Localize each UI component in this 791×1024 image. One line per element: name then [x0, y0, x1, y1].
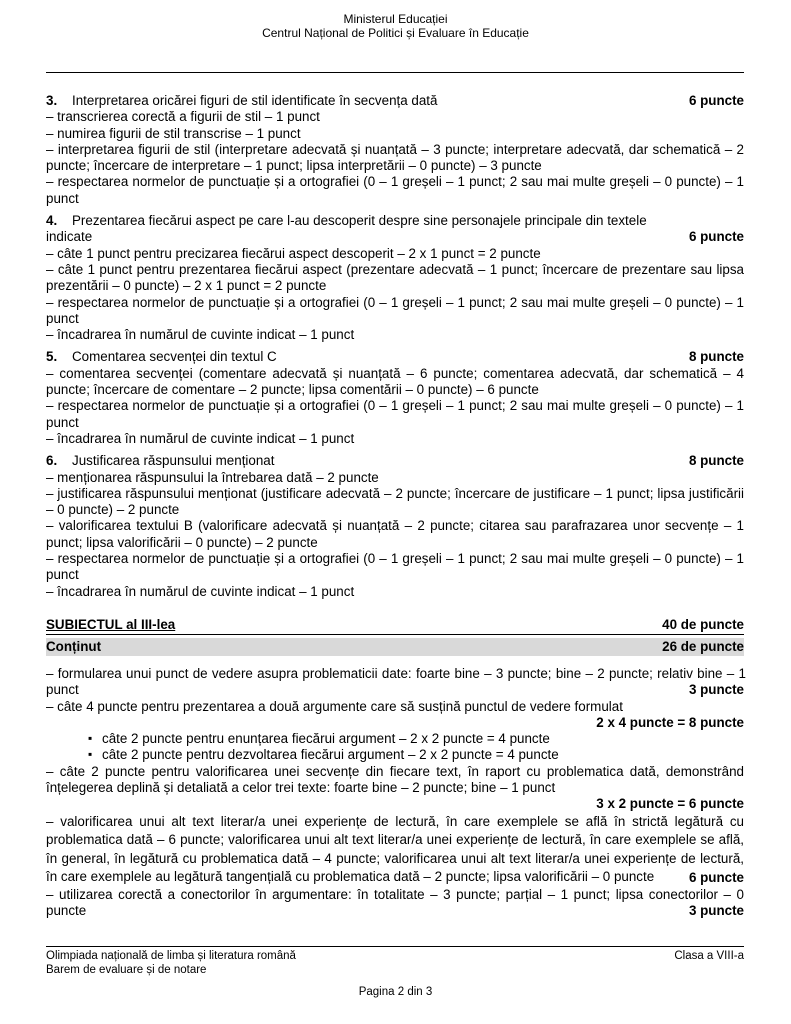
criterion-line: – respectarea normelor de punctuație și a ortografiei (0 – 1 greșeli – 1 punct; 2 sau mai multe greșeli – 0 puncte) – 1 punct — [46, 398, 744, 430]
content-points: 26 de puncte — [662, 638, 744, 654]
content-header — [46, 638, 744, 656]
subject-title: SUBIECTUL al III-lea — [46, 616, 176, 632]
footer-class: Clasa a VIII-a — [674, 950, 744, 962]
item-points: 8 puncte — [688, 453, 744, 469]
item-title: Prezentarea fiecărui aspect pe care l-au descoperit despre sine personajele principale din textele — [72, 213, 647, 229]
subject-3-header — [46, 616, 744, 635]
item-points: 6 puncte — [688, 229, 744, 245]
item-4 — [46, 213, 744, 343]
criterion-line: – formularea unui punct de vedere asupra problematicii date: foarte bine – 3 puncte; bine – 2 puncte; relativ bine – 1 punct — [46, 665, 746, 698]
criterion-line: – comentarea secvenței (comentare adecvată și nuanțată – 6 puncte; comentarea adecvată, dar schematică – 4 puncte; încercare de comentare – 2 puncte; lipsa comentării – 0 puncte) – 6 puncte — [46, 365, 744, 398]
item-number: 4. — [46, 213, 58, 229]
criterion-line: – câte 1 punct pentru precizarea fiecărui aspect descoperit – 2 x 1 punct = 2 puncte — [46, 245, 541, 261]
page-number: Pagina 2 din 3 — [358, 986, 433, 998]
criterion-line: – utilizarea corectă a conectorilor în argumentare: în totalitate – 3 puncte; parțial – 1 punct; lipsa conectorilor – 0 puncte — [46, 886, 744, 918]
criterion-line: – respectarea normelor de punctuație și a ortografiei (0 – 1 greșeli – 1 punct; 2 sau mai multe greșeli – 0 puncte) – 1 punct — [46, 174, 744, 206]
header-ministry: Ministerul Educației — [343, 12, 448, 26]
item-number: 5. — [46, 349, 58, 365]
criterion-line: – încadrarea în numărul de cuvinte indicat – 1 punct — [46, 583, 355, 599]
item-5 — [46, 349, 744, 447]
criterion-line: – câte 1 punct pentru prezentarea fiecărui aspect (prezentare adecvată – 1 punct; încercare de prezentare sau lipsa prezentării – 0 puncte) – 2 x 1 punct = 2 puncte — [46, 261, 744, 294]
item-title: Justificarea răspunsului menționat — [72, 453, 275, 469]
item-6 — [46, 453, 744, 600]
header-divider — [46, 72, 744, 73]
criterion-line: – numirea figurii de stil transcrise – 1 punct — [46, 125, 301, 141]
criterion-points: 3 x 2 puncte = 6 puncte — [596, 796, 744, 812]
item-title-cont: indicate — [46, 229, 93, 245]
item-points: 8 puncte — [688, 349, 744, 365]
page-footer — [46, 949, 744, 977]
criterion-line: – respectarea normelor de punctuație și a ortografiei (0 – 1 greșeli – 1 punct; 2 sau mai multe greșeli – 0 puncte) – 1 punct — [46, 294, 744, 326]
content-label: Conținut — [46, 638, 102, 654]
criterion-points: 2 x 4 puncte = 8 puncte — [596, 714, 744, 730]
sub-criterion: ▪ câte 2 puncte pentru dezvoltarea fiecărui argument – 2 x 2 puncte = 4 puncte — [46, 747, 744, 763]
criterion-line: – valorificarea textului B (valorificare adecvată și nuanțată – 2 puncte; citarea sau parafrazarea unor secvențe – 1 punct; lipsa valorificării – 0 puncte) – 2 puncte — [46, 518, 744, 550]
item-title: Interpretarea oricărei figuri de stil identificate în secvența dată — [72, 93, 438, 108]
criterion-line: – interpretarea figurii de stil (interpretare adecvată și nuanțată – 3 puncte; interpretare adecvată, dar schematică – 2 puncte; încercare de interpretare – 1 punct; lipsa interpretării – 0 puncte) – 3 puncte — [46, 141, 744, 174]
criterion-line: – câte 4 puncte pentru prezentarea a două argumente care să susțină punctul de vedere formulat — [46, 698, 623, 714]
footer-olympiad: Olimpiada națională de limba și literatura română — [46, 950, 296, 962]
footer-barem: Barem de evaluare și de notare — [46, 964, 207, 976]
criterion-line: – respectarea normelor de punctuație și a ortografiei (0 – 1 greșeli – 1 punct; 2 sau mai multe greșeli – 0 puncte) – 1 punct — [46, 551, 744, 583]
criterion-line: – încadrarea în numărul de cuvinte indicat – 1 punct — [46, 430, 355, 446]
item-title: Comentarea secvenței din textul C — [72, 349, 277, 365]
sub-criterion: ▪ câte 2 puncte pentru enunțarea fiecărui argument – 2 x 2 puncte = 4 puncte — [46, 731, 744, 747]
criterion-line: – câte 2 puncte pentru valorificarea unei secvențe din fiecare text, în raport cu problematica dată, demonstrând înțelegerea deplină și detaliată a celor trei texte: foarte bine – 2 puncte; bine – 1 punct — [46, 763, 744, 795]
document-body — [46, 93, 744, 919]
criterion-line: – valorificarea unui alt text literar/a unei experiențe de lectură, în care exemplele se află în strictă legătură cu problematica dată – 6 puncte; valorificarea unui alt text literar/a unei experiențe de lectură, în care exemplele se află, în general, în legătură cu problematica dată – 4 puncte; valorificarea unui alt text literar/a unei experiențe de lectură, în care exemplele au legătură tangențială cu problematica dată – 2 puncte; lipsa valorificării – 0 puncte — [46, 813, 744, 885]
criterion-points: 6 puncte — [688, 870, 744, 886]
criterion-line: – justificarea răspunsului menționat (justificare adecvată – 2 puncte; încercare de justificare – 1 punct; lipsa justificării – 0 puncte) – 2 puncte — [46, 485, 744, 518]
criterion-line: – transcrierea corectă a figurii de stil – 1 punct — [46, 109, 320, 125]
footer-divider — [46, 946, 744, 947]
criterion-points: 3 puncte — [688, 902, 744, 918]
subject-points: 40 de puncte — [662, 616, 744, 632]
content-criteria — [46, 666, 744, 919]
criterion-line: – încadrarea în numărul de cuvinte indicat – 1 punct — [46, 327, 355, 343]
item-3 — [46, 93, 744, 207]
item-number: 6. — [46, 453, 58, 469]
item-number: 3. — [46, 93, 58, 108]
page-header — [0, 12, 791, 40]
header-center: Centrul Național de Politici și Evaluare în Educație — [262, 26, 529, 40]
criterion-line: – menționarea răspunsului la întrebarea dată – 2 puncte — [46, 469, 379, 485]
criterion-points: 3 puncte — [688, 682, 744, 698]
item-points: 6 puncte — [688, 93, 744, 108]
